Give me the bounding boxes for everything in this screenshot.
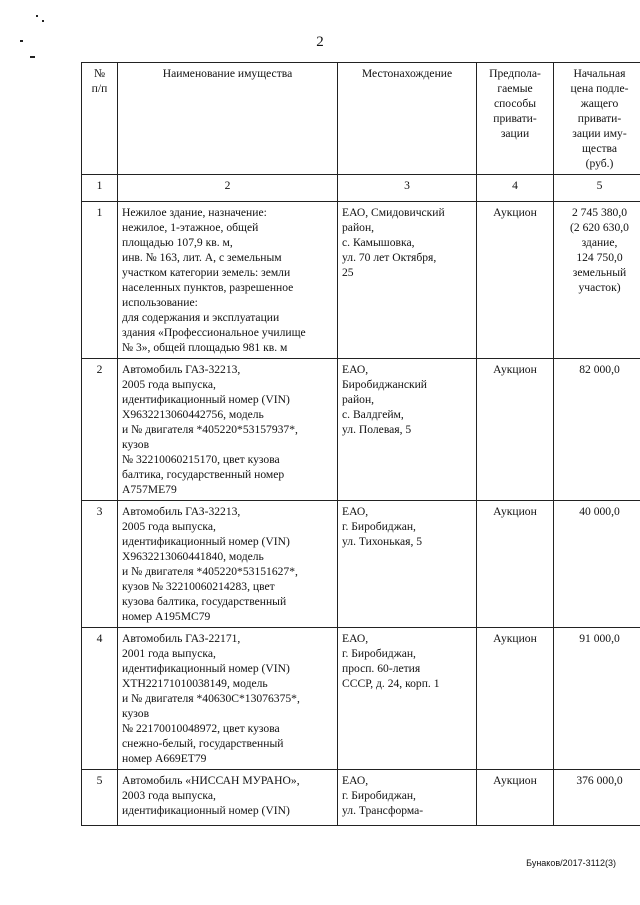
property-table bbox=[81, 62, 640, 826]
property-location: ЕАО, г. Биробиджан, ул. Тихонькая, 5 bbox=[338, 501, 477, 628]
starting-price: 40 000,0 bbox=[554, 501, 640, 628]
column-index: 5 bbox=[554, 175, 640, 202]
document-code: Бунаков/2017-3112(3) bbox=[526, 858, 616, 868]
page-number: 2 bbox=[316, 34, 324, 50]
privatization-method: Аукцион bbox=[477, 628, 554, 770]
header-row bbox=[82, 63, 640, 175]
column-index: 1 bbox=[82, 175, 118, 202]
privatization-method: Аукцион bbox=[477, 770, 554, 826]
row-number: 4 bbox=[82, 628, 118, 770]
header-name: Наименование имущества bbox=[118, 63, 338, 175]
property-location: ЕАО, г. Биробиджан, ул. Трансформа- bbox=[338, 770, 477, 826]
table-row bbox=[82, 770, 640, 826]
header-price: Начальная цена подле- жащего привати- зации иму- щества (руб.) bbox=[554, 63, 640, 175]
table-row bbox=[82, 628, 640, 770]
property-name: Автомобиль ГАЗ-32213, 2005 года выпуска, идентификационный номер (VIN) X9632213060442756, модель и № двигателя *405220*53157937*, кузов № 32210060215170, цвет кузова балтика, государственный номер А757МЕ79 bbox=[118, 359, 338, 501]
property-name: Автомобиль «НИССАН МУРАНО», 2003 года выпуска, идентификационный номер (VIN) bbox=[118, 770, 338, 826]
property-name: Автомобиль ГАЗ-32213, 2005 года выпуска, идентификационный номер (VIN) X9632213060441840, модель и № двигателя *405220*53151627*, кузов № 32210060214283, цвет кузова балтика, государственный номер А195МС79 bbox=[118, 501, 338, 628]
property-location: ЕАО, г. Биробиджан, просп. 60-летия СССР, д. 24, корп. 1 bbox=[338, 628, 477, 770]
property-name: Автомобиль ГАЗ-22171, 2001 года выпуска, идентификационный номер (VIN) XTH22171010038149, модель и № двигателя *40630С*13076375*, кузов № 22170010048972, цвет кузова снежно-белый, государственный номер А669ЕТ79 bbox=[118, 628, 338, 770]
column-index: 4 bbox=[477, 175, 554, 202]
property-name: Нежилое здание, назначение: нежилое, 1-этажное, общей площадью 107,9 кв. м, инв. № 163, лит. А, с земельным участком категории земель: земли населенных пунктов, разрешенное использование: для содержания и эксплуатации здания «Профессиональное училище № 3», общей площадью 981 кв. м bbox=[118, 202, 338, 359]
property-location: ЕАО, Смидовичский район, с. Камышовка, ул. 70 лет Октября, 25 bbox=[338, 202, 477, 359]
column-index-row bbox=[82, 175, 640, 202]
table-row bbox=[82, 359, 640, 501]
privatization-method: Аукцион bbox=[477, 202, 554, 359]
starting-price: 91 000,0 bbox=[554, 628, 640, 770]
row-number: 1 bbox=[82, 202, 118, 359]
header-num: № п/п bbox=[82, 63, 118, 175]
starting-price: 376 000,0 bbox=[554, 770, 640, 826]
property-location: ЕАО, Биробиджанский район, с. Валдгейм, ул. Полевая, 5 bbox=[338, 359, 477, 501]
starting-price: 2 745 380,0 (2 620 630,0 здание, 124 750,0 земельный участок) bbox=[554, 202, 640, 359]
header-location: Местонахождение bbox=[338, 63, 477, 175]
header-method: Предпола- гаемые способы привати- зации bbox=[477, 63, 554, 175]
starting-price: 82 000,0 bbox=[554, 359, 640, 501]
table-row bbox=[82, 501, 640, 628]
column-index: 2 bbox=[118, 175, 338, 202]
row-number: 2 bbox=[82, 359, 118, 501]
table-row bbox=[82, 202, 640, 359]
row-number: 5 bbox=[82, 770, 118, 826]
privatization-method: Аукцион bbox=[477, 359, 554, 501]
row-number: 3 bbox=[82, 501, 118, 628]
privatization-method: Аукцион bbox=[477, 501, 554, 628]
column-index: 3 bbox=[338, 175, 477, 202]
